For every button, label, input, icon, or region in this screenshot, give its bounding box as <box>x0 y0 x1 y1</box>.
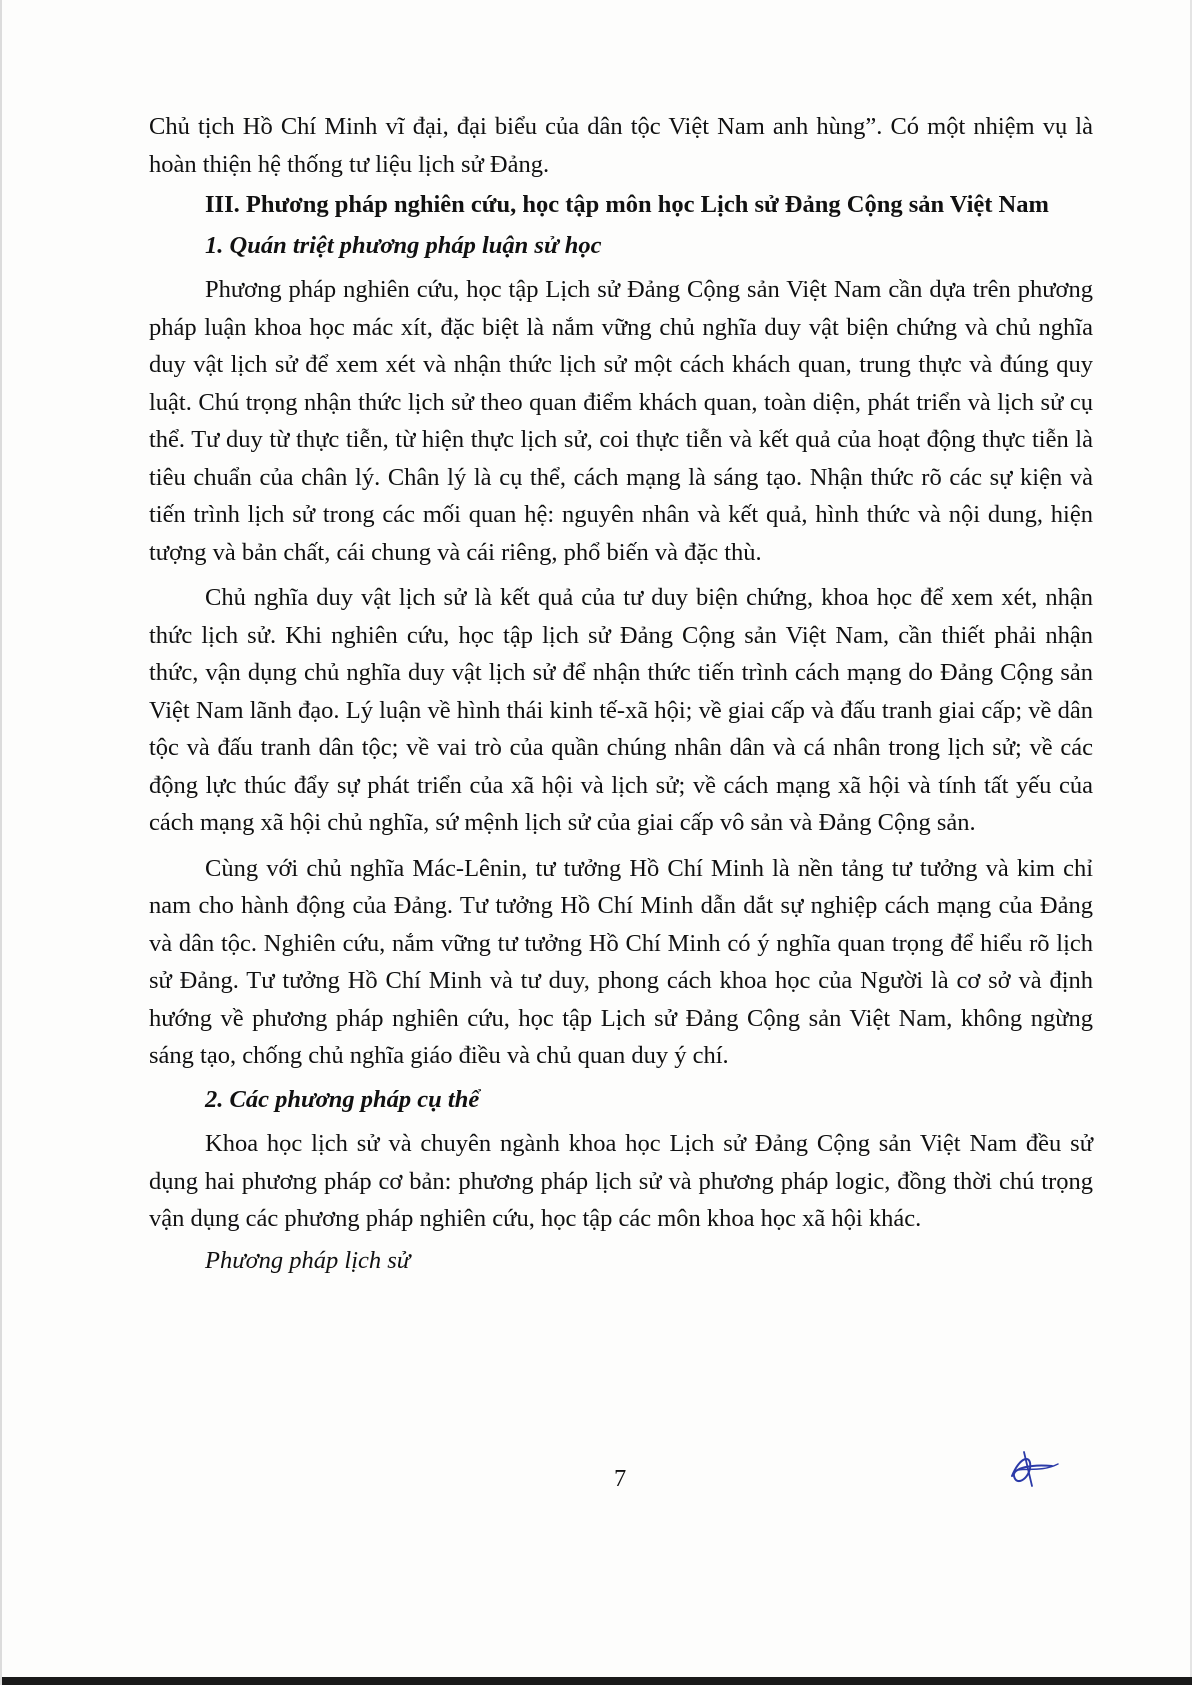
subsection-1-heading: 1. Quán triệt phương pháp luận sử học <box>205 231 602 259</box>
scan-bottom-edge <box>2 1677 1192 1685</box>
paragraph-3: Cùng với chủ nghĩa Mác-Lênin, tư tưởng Hồ Chí Minh là nền tảng tư tưởng và kim chỉ nam cho hành động của Đảng. Tư tưởng Hồ Chí Minh dẫn dắt sự nghiệp cách mạng của Đảng và dân tộc. Nghiên cứu, nắm vững tư tưởng Hồ Chí Minh có ý nghĩa quan trọng để hiểu rõ lịch sử Đảng. Tư tưởng Hồ Chí Minh và tư duy, phong cách khoa học của Người là cơ sở và định hướng về phương pháp nghiên cứu, học tập Lịch sử Đảng Cộng sản Việt Nam, không ngừng sáng tạo, chống chủ nghĩa giáo điều và chủ quan duy ý chí. <box>149 854 1093 1069</box>
subsection-2a-heading: Phương pháp lịch sử <box>205 1246 411 1274</box>
paragraph-4: Khoa học lịch sử và chuyên ngành khoa học Lịch sử Đảng Cộng sản Việt Nam đều sử dụng hai phương pháp cơ bản: phương pháp lịch sử và phương pháp logic, đồng thời chú trọng vận dụng các phương pháp nghiên cứu, học tập các môn khoa học xã hội khác. <box>149 1130 1093 1232</box>
paragraph-2: Chủ nghĩa duy vật lịch sử là kết quả của tư duy biện chứng, khoa học để xem xét, nhận thức lịch sử. Khi nghiên cứu, học tập lịch sử Đảng Cộng sản Việt Nam, cần thiết phải nhận thức, vận dụng chủ nghĩa duy vật lịch sử để nhận thức tiến trình cách mạng do Đảng Cộng sản Việt Nam lãnh đạo. Lý luận về hình thái kinh tế-xã hội; về giai cấp và đấu tranh giai cấp; về dân tộc và đấu tranh dân tộc; về vai trò của quần chúng nhân dân và cá nhân trong lịch sử; về các động lực thúc đẩy sự phát triển của xã hội và lịch sử; về cách mạng xã hội và tính tất yếu của cách mạng xã hội chủ nghĩa, sứ mệnh lịch sử của giai cấp vô sản và Đảng Cộng sản. <box>149 584 1093 836</box>
paragraph-1: Phương pháp nghiên cứu, học tập Lịch sử Đảng Cộng sản Việt Nam cần dựa trên phương pháp luận khoa học mác xít, đặc biệt là nắm vững chủ nghĩa duy vật biện chứng và chủ nghĩa duy vật lịch sử để xem xét và nhận thức lịch sử một cách khách quan, trung thực và đúng quy luật. Chú trọng nhận thức lịch sử theo quan điểm khách quan, toàn diện, phát triển và lịch sử cụ thể. Tư duy từ thực tiễn, từ hiện thực lịch sử, coi thực tiễn và kết quả của hoạt động thực tiễn là tiêu chuẩn của chân lý. Chân lý là cụ thể, cách mạng là sáng tạo. Nhận thức rõ các sự kiện và tiến trình lịch sử trong các mối quan hệ: nguyên nhân và kết quả, hình thức và nội dung, hiện tượng và bản chất, cái chung và cái riêng, phổ biến và đặc thù. <box>149 276 1093 566</box>
intro-paragraph: Chủ tịch Hồ Chí Minh vĩ đại, đại biểu của dân tộc Việt Nam anh hùng”. Có một nhiệm vụ là hoàn thiện hệ thống tư liệu lịch sử Đảng. <box>149 113 1093 178</box>
signature-mark <box>1002 1446 1062 1491</box>
page-number: 7 <box>614 1465 627 1492</box>
page-content <box>149 108 1093 1279</box>
subsection-2-heading: 2. Các phương pháp cụ thể <box>205 1085 480 1113</box>
section-heading: III. Phương pháp nghiên cứu, học tập môn học Lịch sử Đảng Cộng sản Việt Nam <box>205 191 1049 218</box>
